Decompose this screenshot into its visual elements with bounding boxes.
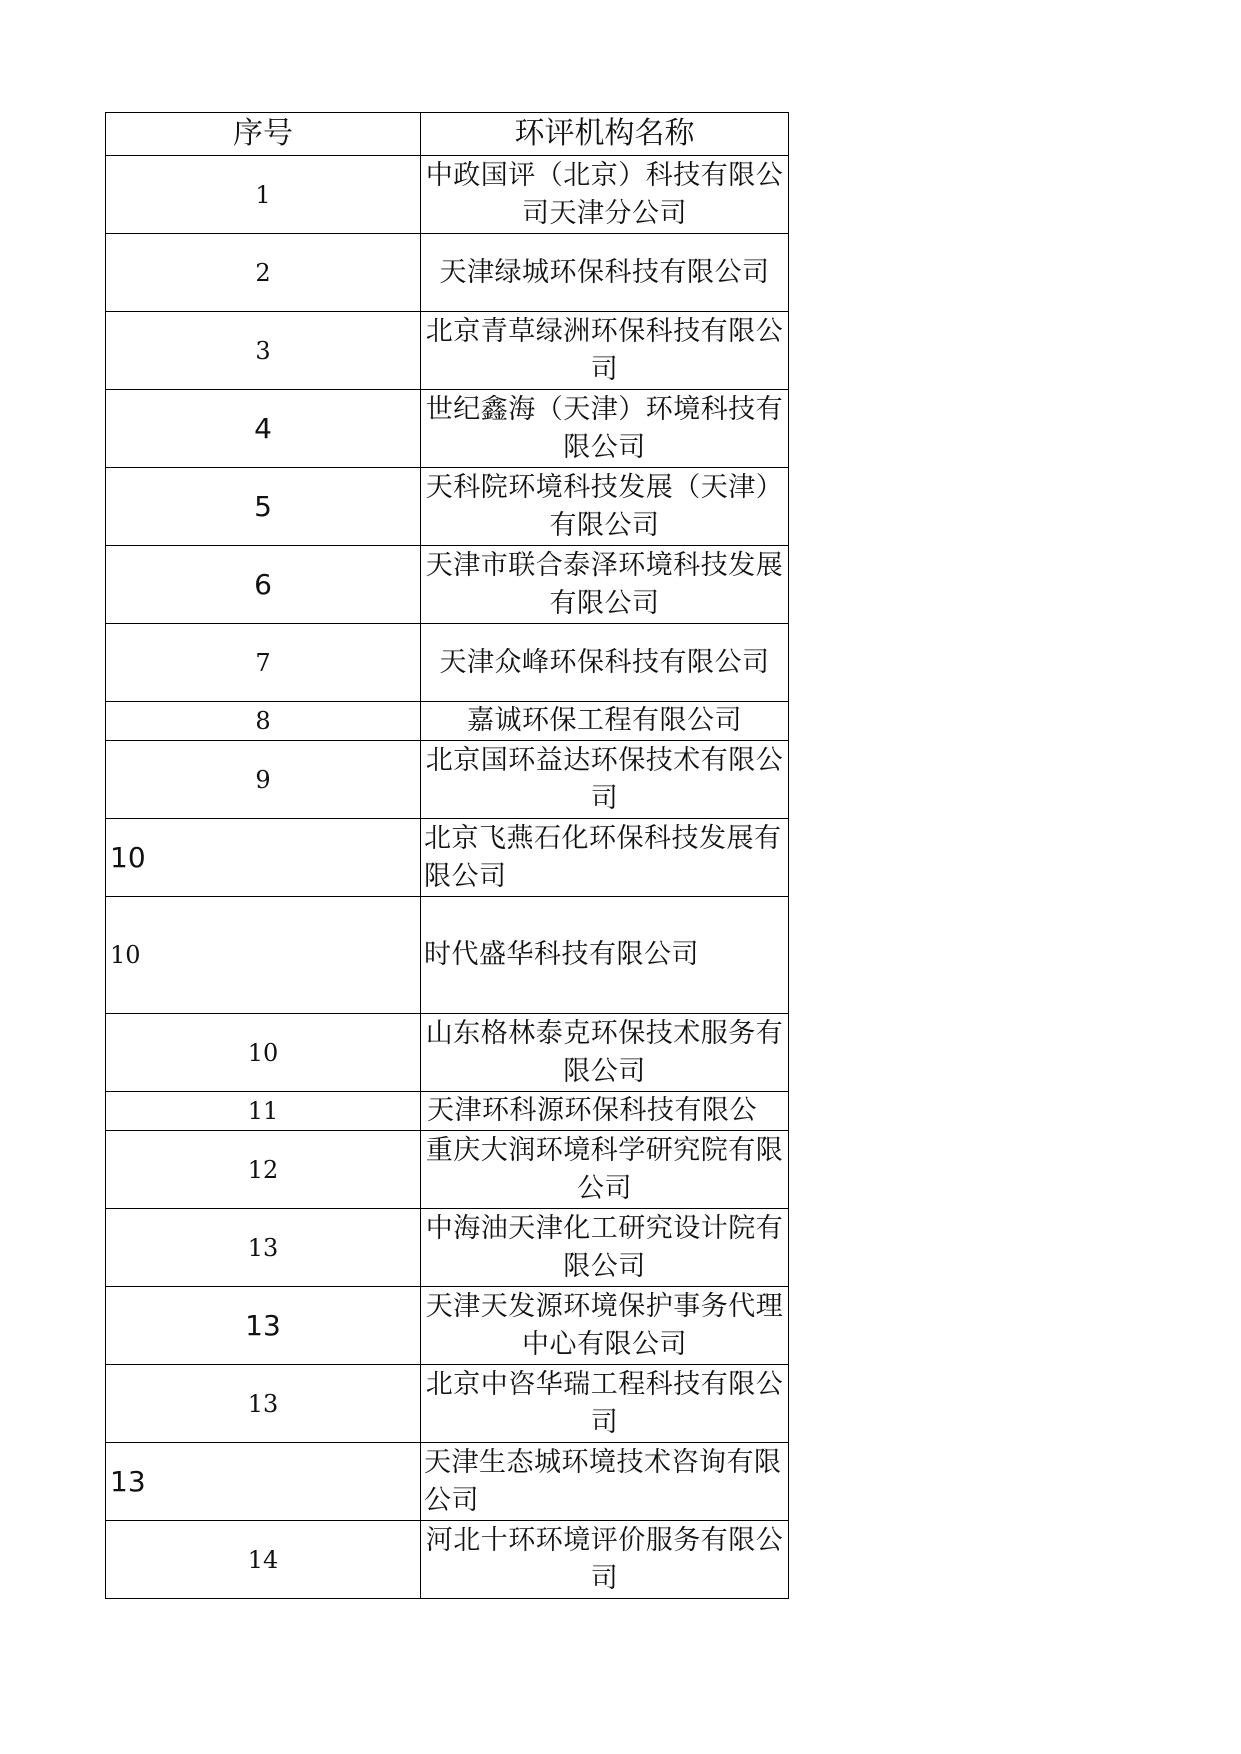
table-row	[106, 624, 789, 702]
serial-number-cell: 4	[106, 390, 421, 468]
table-row	[106, 312, 789, 390]
serial-number-cell: 2	[106, 234, 421, 312]
serial-number-cell: 10	[106, 1014, 421, 1092]
table-row	[106, 1209, 789, 1287]
agency-name-cell: 天津市联合泰泽环境科技发展有限公司	[421, 546, 789, 624]
agency-name-cell: 重庆大润环境科学研究院有限公司	[421, 1131, 789, 1209]
table-row	[106, 390, 789, 468]
serial-number-cell: 12	[106, 1131, 421, 1209]
agency-name-cell: 天津绿城环保科技有限公司	[421, 234, 789, 312]
table-row	[106, 702, 789, 741]
agency-name-cell: 时代盛华科技有限公司	[421, 897, 789, 1014]
agency-name-cell: 北京中咨华瑞工程科技有限公司	[421, 1365, 789, 1443]
table-row	[106, 234, 789, 312]
serial-number-cell: 13	[106, 1287, 421, 1365]
table-row	[106, 546, 789, 624]
serial-number-cell: 13	[106, 1443, 421, 1521]
header-agency-name: 环评机构名称	[421, 113, 789, 156]
table-row	[106, 468, 789, 546]
serial-number-cell: 9	[106, 741, 421, 819]
agency-name-cell: 嘉诚环保工程有限公司	[421, 702, 789, 741]
table-row	[106, 897, 789, 1014]
agency-name-cell: 中政国评（北京）科技有限公司天津分公司	[421, 156, 789, 234]
table-row	[106, 156, 789, 234]
serial-number-cell: 10	[106, 897, 421, 1014]
table-row	[106, 741, 789, 819]
agency-table	[105, 112, 789, 1599]
table-row	[106, 1521, 789, 1599]
agency-name-cell: 天津生态城环境技术咨询有限公司	[421, 1443, 789, 1521]
header-serial-number: 序号	[106, 113, 421, 156]
agency-name-cell: 天津环科源环保科技有限公	[421, 1092, 789, 1131]
table-row	[106, 1443, 789, 1521]
table-row	[106, 1014, 789, 1092]
agency-name-cell: 世纪鑫海（天津）环境科技有限公司	[421, 390, 789, 468]
serial-number-cell: 10	[106, 819, 421, 897]
serial-number-cell: 3	[106, 312, 421, 390]
agency-name-cell: 北京青草绿洲环保科技有限公司	[421, 312, 789, 390]
table-row	[106, 1287, 789, 1365]
serial-number-cell: 13	[106, 1209, 421, 1287]
serial-number-cell: 6	[106, 546, 421, 624]
agency-name-cell: 河北十环环境评价服务有限公司	[421, 1521, 789, 1599]
serial-number-cell: 11	[106, 1092, 421, 1131]
serial-number-cell: 14	[106, 1521, 421, 1599]
table-row	[106, 1365, 789, 1443]
serial-number-cell: 13	[106, 1365, 421, 1443]
table-row	[106, 819, 789, 897]
header-row	[106, 113, 789, 156]
agency-name-cell: 山东格林泰克环保技术服务有限公司	[421, 1014, 789, 1092]
agency-name-cell: 北京国环益达环保技术有限公司	[421, 741, 789, 819]
agency-name-cell: 天津天发源环境保护事务代理中心有限公司	[421, 1287, 789, 1365]
serial-number-cell: 8	[106, 702, 421, 741]
table-row	[106, 1092, 789, 1131]
agency-name-cell: 天津众峰环保科技有限公司	[421, 624, 789, 702]
agency-name-cell: 天科院环境科技发展（天津）有限公司	[421, 468, 789, 546]
agency-name-cell: 中海油天津化工研究设计院有限公司	[421, 1209, 789, 1287]
serial-number-cell: 7	[106, 624, 421, 702]
table-row	[106, 1131, 789, 1209]
serial-number-cell: 1	[106, 156, 421, 234]
serial-number-cell: 5	[106, 468, 421, 546]
agency-name-cell: 北京飞燕石化环保科技发展有限公司	[421, 819, 789, 897]
